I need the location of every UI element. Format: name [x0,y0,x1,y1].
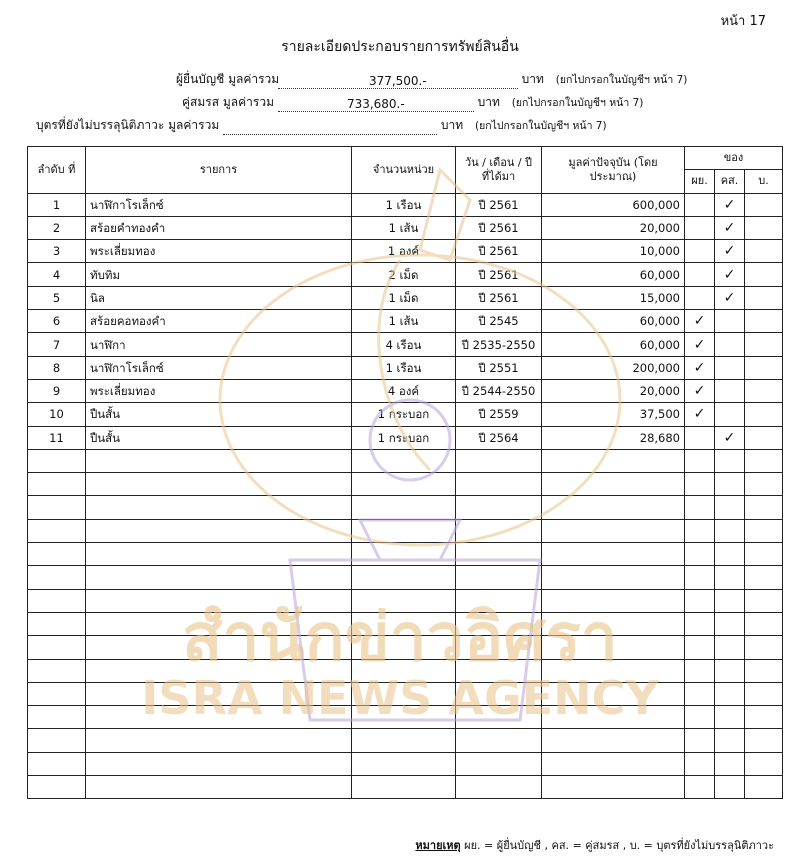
row-date: ปี 2559 [456,403,542,426]
table-row-empty [28,566,783,589]
row-qty: 4 เรือน [352,333,456,356]
check-icon: ✓ [723,429,736,446]
summary-note: (ยกไปกรอกในบัญชีฯ หน้า 7) [474,120,607,132]
row-item: ปืนสั้น [86,426,352,449]
empty-cell [685,519,715,542]
row-owner-self [685,379,715,402]
row-no: 1 [28,193,86,216]
row-item: นาฬิกาโรเล็กซ์ [86,193,352,216]
row-date: ปี 2535-2550 [456,333,542,356]
page-number: หน้า 17 [720,14,766,29]
summary-unit: บาท [521,72,544,86]
empty-cell [542,612,685,635]
table-row-empty [28,729,783,752]
empty-cell [715,729,745,752]
row-owner-child [745,333,783,356]
header-owner-child: บ. [745,170,783,193]
check-icon: ✓ [693,336,706,353]
empty-cell [28,729,86,752]
summary-value: 733,680.- [278,97,474,112]
footer-label: หมายเหตุ [415,839,461,852]
empty-cell [86,612,352,635]
header-owner: ของ [685,147,783,170]
empty-cell [28,636,86,659]
summary-label: ผู้ยื่นบัญชี มูลค่ารวม [176,72,280,86]
row-no: 5 [28,286,86,309]
table-row-empty [28,659,783,682]
empty-cell [352,473,456,496]
empty-cell [86,543,352,566]
summary-label: คู่สมรส มูลค่ารวม [182,95,274,109]
empty-cell [715,636,745,659]
table-row [28,356,783,379]
summary-label: บุตรที่ยังไม่บรรลุนิติภาวะ มูลค่ารวม [36,118,220,132]
empty-cell [352,566,456,589]
empty-cell [456,776,542,799]
empty-cell [86,519,352,542]
row-owner-child [745,193,783,216]
empty-cell [745,589,783,612]
empty-cell [542,729,685,752]
empty-cell [86,589,352,612]
empty-cell [745,706,783,729]
empty-cell [86,776,352,799]
empty-cell [456,752,542,775]
table-row-empty [28,776,783,799]
empty-cell [86,566,352,589]
row-owner-spouse [715,356,745,379]
empty-cell [456,682,542,705]
header-item: รายการ [86,147,352,194]
check-icon: ✓ [693,383,706,400]
row-date: ปี 2561 [456,240,542,263]
check-icon: ✓ [723,243,736,260]
check-icon: ✓ [693,313,706,330]
row-owner-child [745,216,783,239]
row-qty: 1 เรือน [352,193,456,216]
row-owner-spouse [715,403,745,426]
table-row [28,240,783,263]
row-date: ปี 2561 [456,216,542,239]
check-icon: ✓ [723,289,736,306]
empty-cell [745,543,783,566]
row-value: 60,000 [542,263,685,286]
row-value: 37,500 [542,403,685,426]
empty-cell [352,659,456,682]
row-qty: 1 เส้น [352,310,456,333]
empty-cell [542,449,685,472]
header-value: มูลค่าปัจจุบัน (โดยประมาณ) [542,147,685,194]
empty-cell [542,473,685,496]
empty-cell [456,636,542,659]
empty-cell [352,589,456,612]
table-body [28,193,783,799]
summary-line-child [36,116,607,135]
table-row [28,426,783,449]
empty-cell [352,519,456,542]
empty-cell [456,449,542,472]
header-owner-spouse: คส. [715,170,745,193]
empty-cell [28,659,86,682]
empty-cell [685,612,715,635]
row-item: นาฬิกา [86,333,352,356]
row-owner-child [745,379,783,402]
row-no: 6 [28,310,86,333]
header-owner-self: ผย. [685,170,715,193]
row-owner-self [685,333,715,356]
row-date: ปี 2561 [456,263,542,286]
empty-cell [542,519,685,542]
empty-cell [86,449,352,472]
watermark-text-th: สำนักข่าวอิศรา [182,599,618,676]
empty-cell [86,729,352,752]
row-owner-spouse [715,216,745,239]
empty-cell [456,566,542,589]
empty-cell [715,706,745,729]
row-value: 28,680 [542,426,685,449]
empty-cell [685,496,715,519]
row-no: 4 [28,263,86,286]
row-owner-child [745,310,783,333]
empty-cell [456,659,542,682]
row-owner-self [685,240,715,263]
empty-cell [542,752,685,775]
empty-cell [542,496,685,519]
empty-cell [456,473,542,496]
check-icon: ✓ [723,266,736,283]
empty-cell [542,566,685,589]
empty-cell [685,706,715,729]
row-date: ปี 2564 [456,426,542,449]
row-owner-spouse [715,379,745,402]
row-qty: 1 องค์ [352,240,456,263]
empty-cell [542,636,685,659]
row-owner-child [745,240,783,263]
empty-cell [685,682,715,705]
table-row-empty [28,543,783,566]
summary-line-spouse [176,93,643,112]
empty-cell [715,496,745,519]
empty-cell [28,589,86,612]
assets-table [27,146,783,799]
row-value: 15,000 [542,286,685,309]
row-value: 60,000 [542,310,685,333]
row-owner-spouse [715,263,745,286]
empty-cell [28,449,86,472]
row-item: สร้อยคำทองคำ [86,216,352,239]
row-owner-self [685,216,715,239]
empty-cell [352,543,456,566]
empty-cell [745,682,783,705]
row-item: นิล [86,286,352,309]
empty-cell [86,752,352,775]
empty-cell [28,519,86,542]
row-owner-self [685,403,715,426]
empty-cell [456,519,542,542]
table-row-empty [28,496,783,519]
empty-cell [715,682,745,705]
row-item: พระเลี่ยมทอง [86,240,352,263]
empty-cell [745,752,783,775]
empty-cell [352,752,456,775]
empty-cell [685,636,715,659]
row-owner-spouse [715,286,745,309]
table-row [28,193,783,216]
empty-cell [86,636,352,659]
empty-cell [28,543,86,566]
table-row [28,286,783,309]
table-row [28,263,783,286]
row-qty: 2 เม็ด [352,263,456,286]
row-date: ปี 2545 [456,310,542,333]
empty-cell [715,449,745,472]
row-value: 10,000 [542,240,685,263]
row-qty: 1 เส้น [352,216,456,239]
footer-note [415,836,774,854]
watermark-text-en: ISRA NEWS AGENCY [141,671,659,725]
row-owner-spouse [715,240,745,263]
row-owner-spouse [715,193,745,216]
table-row-empty [28,636,783,659]
empty-cell [86,496,352,519]
row-owner-self [685,193,715,216]
empty-cell [352,682,456,705]
row-value: 20,000 [542,216,685,239]
empty-cell [715,473,745,496]
empty-cell [456,706,542,729]
empty-cell [28,706,86,729]
empty-cell [542,682,685,705]
empty-cell [715,519,745,542]
row-date: ปี 2561 [456,193,542,216]
empty-cell [745,519,783,542]
page-title: รายละเอียดประกอบรายการทรัพย์สินอื่น [281,39,519,55]
empty-cell [745,636,783,659]
row-date: ปี 2561 [456,286,542,309]
row-date: ปี 2551 [456,356,542,379]
row-owner-child [745,286,783,309]
row-owner-spouse [715,333,745,356]
table-row-empty [28,752,783,775]
summary-note: (ยกไปกรอกในบัญชีฯ หน้า 7) [511,97,644,109]
row-owner-child [745,403,783,426]
empty-cell [456,496,542,519]
row-owner-self [685,356,715,379]
empty-cell [715,776,745,799]
row-no: 2 [28,216,86,239]
row-owner-spouse [715,426,745,449]
row-owner-spouse [715,310,745,333]
empty-cell [745,449,783,472]
empty-cell [542,543,685,566]
empty-cell [86,473,352,496]
empty-cell [745,659,783,682]
row-no: 9 [28,379,86,402]
empty-cell [685,449,715,472]
header-qty: จำนวนหน่วย [352,147,456,194]
empty-cell [715,589,745,612]
row-qty: 4 องค์ [352,379,456,402]
check-icon: ✓ [723,196,736,213]
table-row-empty [28,612,783,635]
table-row-empty [28,473,783,496]
summary-unit: บาท [440,118,464,132]
row-qty: 1 กระบอก [352,426,456,449]
table-row-empty [28,682,783,705]
empty-cell [352,706,456,729]
empty-cell [542,659,685,682]
empty-cell [715,543,745,566]
empty-cell [456,729,542,752]
empty-cell [28,496,86,519]
table-row [28,379,783,402]
table-row [28,216,783,239]
empty-cell [745,496,783,519]
empty-cell [715,612,745,635]
row-value: 60,000 [542,333,685,356]
row-owner-child [745,263,783,286]
empty-cell [352,776,456,799]
row-item: พระเลี่ยมทอง [86,379,352,402]
empty-cell [745,776,783,799]
row-qty: 1 กระบอก [352,403,456,426]
summary-note: (ยกไปกรอกในบัญชีฯ หน้า 7) [555,74,688,86]
row-no: 8 [28,356,86,379]
empty-cell [28,473,86,496]
check-icon: ✓ [723,220,736,237]
table-row-empty [28,449,783,472]
table-row-empty [28,706,783,729]
table-row-empty [28,589,783,612]
row-item: ปืนสั้น [86,403,352,426]
table-row [28,403,783,426]
header-no: ลำดับ ที่ [28,147,86,194]
empty-cell [542,776,685,799]
row-owner-self [685,286,715,309]
empty-cell [745,566,783,589]
empty-cell [456,612,542,635]
check-icon: ✓ [693,406,706,423]
row-date: ปี 2544-2550 [456,379,542,402]
empty-cell [685,589,715,612]
row-value: 200,000 [542,356,685,379]
empty-cell [685,752,715,775]
empty-cell [456,543,542,566]
empty-cell [456,589,542,612]
empty-cell [685,473,715,496]
row-no: 11 [28,426,86,449]
summary-unit: บาท [477,95,500,109]
empty-cell [28,752,86,775]
empty-cell [685,543,715,566]
table-row [28,333,783,356]
row-owner-child [745,356,783,379]
row-no: 7 [28,333,86,356]
empty-cell [352,729,456,752]
row-qty: 1 เม็ด [352,286,456,309]
row-qty: 1 เรือน [352,356,456,379]
table-row [28,310,783,333]
row-owner-self [685,310,715,333]
empty-cell [685,566,715,589]
empty-cell [352,612,456,635]
row-owner-self [685,263,715,286]
empty-cell [28,682,86,705]
empty-cell [685,729,715,752]
header-date: วัน / เดือน / ปี ที่ได้มา [456,147,542,194]
empty-cell [86,706,352,729]
row-no: 3 [28,240,86,263]
empty-cell [745,473,783,496]
row-no: 10 [28,403,86,426]
summary-value: 377,500.- [278,74,518,89]
row-value: 20,000 [542,379,685,402]
empty-cell [715,659,745,682]
table-row-empty [28,519,783,542]
summary-line-self [176,70,687,89]
empty-cell [715,752,745,775]
empty-cell [745,612,783,635]
row-value: 600,000 [542,193,685,216]
row-owner-self [685,426,715,449]
empty-cell [685,776,715,799]
empty-cell [352,449,456,472]
empty-cell [28,612,86,635]
empty-cell [86,659,352,682]
empty-cell [685,659,715,682]
empty-cell [542,589,685,612]
footer-text: ผย. = ผู้ยื่นบัญชี , คส. = คู่สมรส , บ. = บุตรที่ยังไม่บรรลุนิติภาวะ [460,839,774,852]
empty-cell [28,776,86,799]
empty-cell [745,729,783,752]
summary-value [223,120,437,135]
empty-cell [352,496,456,519]
empty-cell [86,682,352,705]
check-icon: ✓ [693,359,706,376]
row-owner-child [745,426,783,449]
empty-cell [352,636,456,659]
row-item: นาฬิกาโรเล็กซ์ [86,356,352,379]
empty-cell [28,566,86,589]
empty-cell [715,566,745,589]
row-item: ทับทิม [86,263,352,286]
row-item: สร้อยคอทองคำ [86,310,352,333]
empty-cell [542,706,685,729]
